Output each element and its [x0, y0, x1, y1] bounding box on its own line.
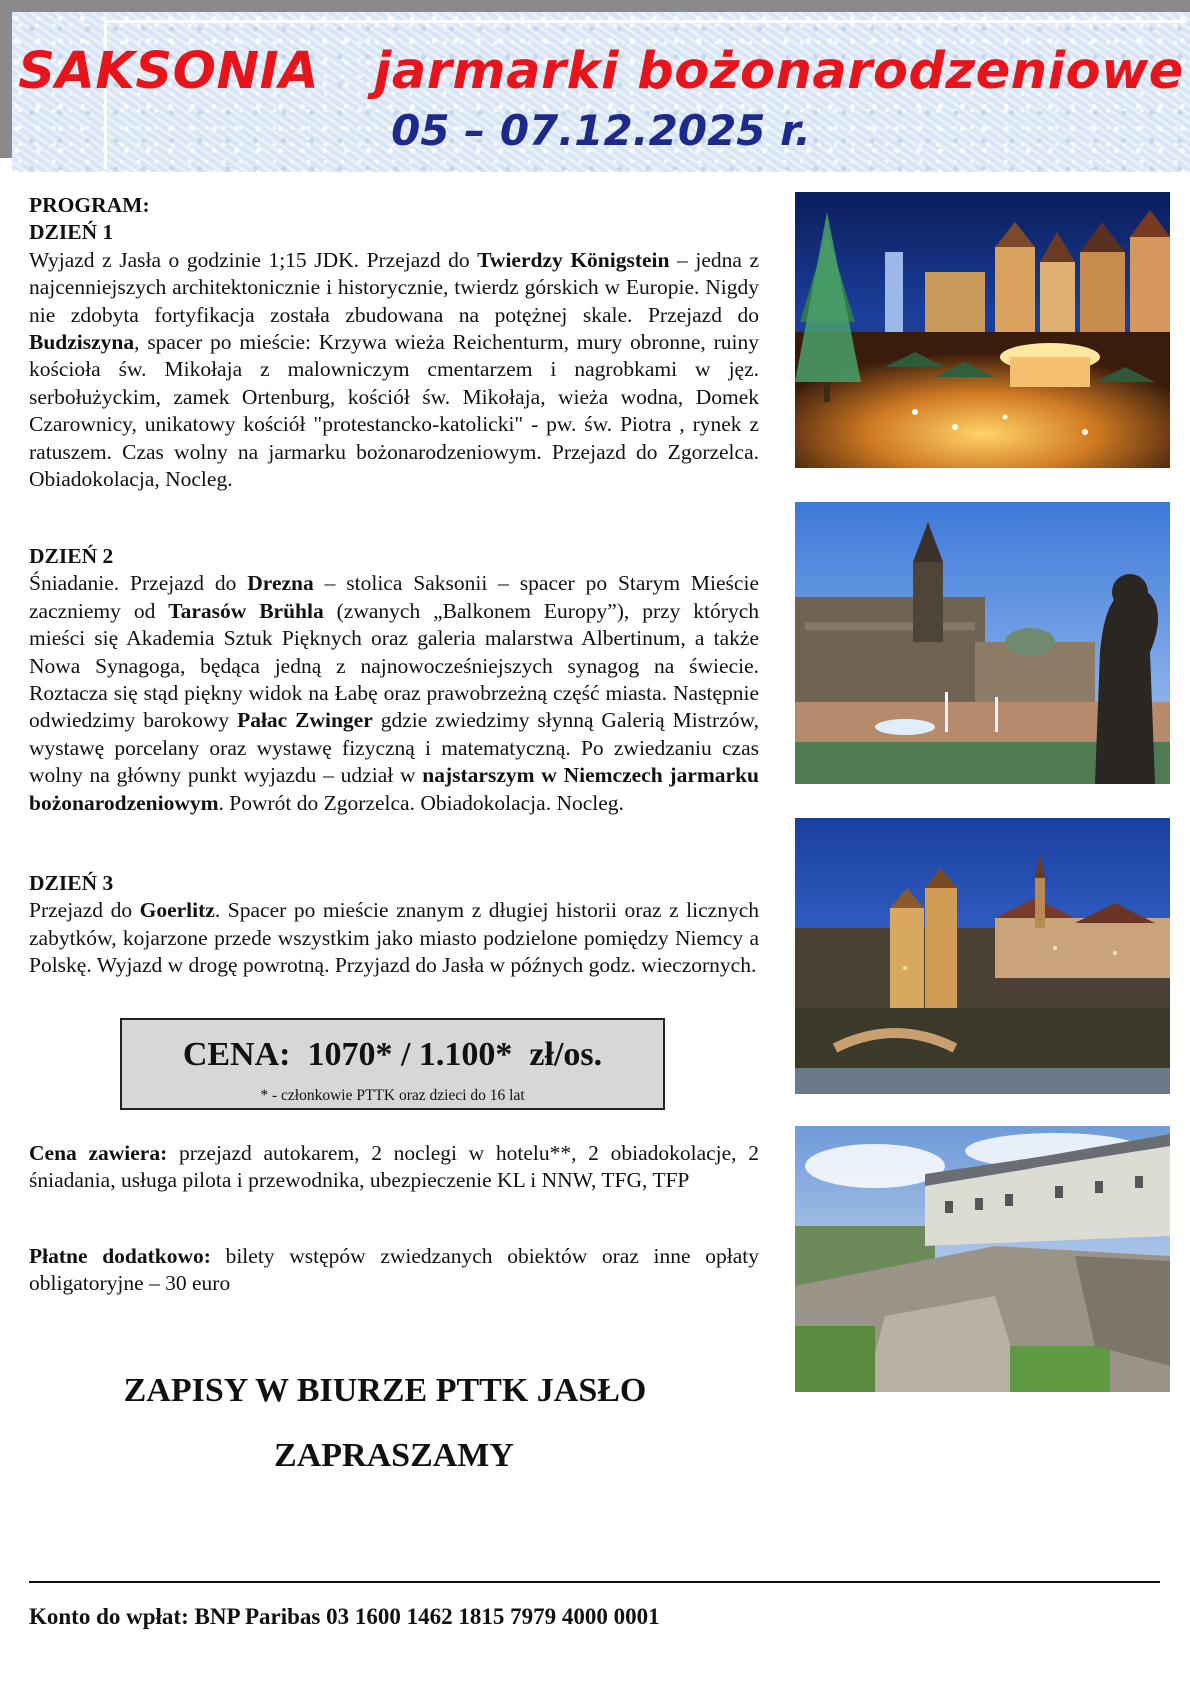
top-border-bar — [0, 0, 1190, 12]
day2-section — [29, 543, 759, 817]
price-text: CENA: 1070* / 1.100* zł/os. — [182, 1036, 603, 1073]
christmas-market-night-photo — [795, 192, 1170, 468]
day3-section — [29, 870, 759, 980]
extra-fees-text — [29, 1243, 759, 1298]
invitation: ZAPRASZAMY — [274, 1437, 514, 1474]
konigstein-fortress-photo — [795, 1126, 1170, 1392]
includes-label: Cena zawiera: — [29, 1141, 168, 1165]
day2-text-5: . Powrót do Zgorzelca. Obiadokolacja. Nocleg. — [218, 790, 624, 815]
bank-account: Konto do wpłat: BNP Paribas 03 1600 1462 1815 7979 4000 0001 — [29, 1604, 660, 1629]
extra-fees-label: Płatne dodatkowo: — [29, 1244, 211, 1268]
day1-description — [29, 247, 759, 494]
day2-bold-3: Pałac Zwinger — [237, 708, 373, 733]
trip-dates: 05 – 07.12.2025 r. — [391, 106, 811, 155]
price-note: * - członkowie PTTK oraz dzieci do 16 lat — [260, 1087, 525, 1104]
extra-fees-section — [29, 1243, 759, 1298]
includes-section — [29, 1140, 759, 1195]
day1-bold-2: Budziszyna — [29, 330, 135, 355]
includes-list: przejazd autokarem, 2 noclegi w hotelu**, 2 obiadokolacje, 2 śniadania, usługa pilota i przewodnika, ubezpieczenie KL i NNW, TFG, TFP — [29, 1141, 759, 1193]
includes-text — [29, 1140, 759, 1195]
day3-heading: DZIEŃ 3 — [29, 871, 114, 895]
extra-fees-list: bilety wstępów zwiedzanych obiektów oraz inne opłaty obligatoryjne – 30 euro — [29, 1244, 759, 1296]
footer-rule — [29, 1581, 1160, 1583]
day1-bold-1: Twierdzy Königstein — [477, 247, 670, 272]
day1-text-2: – jedna z najcenniejszych architektonicznie i historycznie, twierdz górskich w Europie. Nigdy nie zdobyta fortyfikacja została zbudowana na potężnej skale. Przejazd do — [29, 247, 759, 327]
day2-bold-4: najstarszym w Niemczech jarmarku bożonarodzeniowym — [29, 763, 759, 815]
day1-section — [29, 192, 759, 493]
day2-bold-2: Tarasów Brühla — [168, 598, 324, 623]
day3-bold-1: Goerlitz — [139, 898, 215, 923]
day2-bold-1: Drezna — [247, 571, 314, 596]
header-banner — [12, 12, 1190, 172]
page-title: SAKSONIA jarmarki bożonarodzeniowe — [18, 42, 1184, 101]
bautzen-towers-evening-photo — [795, 818, 1170, 1094]
day3-description — [29, 897, 759, 979]
signup-call: ZAPISY W BIURZE PTTK JASŁO — [123, 1372, 647, 1409]
program-label: PROGRAM: — [29, 193, 150, 217]
day3-text-1: Przejazd do — [29, 898, 140, 923]
day2-text-1: Śniadanie. Przejazd do — [29, 571, 248, 596]
day2-text-2: – stolica Saksonii – spacer po Starym Mieście zaczniemy od — [29, 571, 759, 623]
day1-text-1: Wyjazd z Jasła o godzinie 1;15 JDK. Przejazd do — [29, 247, 478, 272]
price-box — [120, 1018, 665, 1110]
left-border-bar — [0, 0, 12, 158]
day1-text-3: , spacer po mieście: Krzywa wieża Reichenturm, mury obronne, ruiny kościoła św. Mikołaja z malowniczym cmentarzem i nagrobkami w jęz. serbołużyckim, zamek Ortenburg, kościół św. Mikołaja, wieża wodna, Domek Czarownicy, unikatowy kościół "protestancko-katolicki" - pw. św. Piotra , rynek z ratuszem. Czas wolny na jarmarku bożonarodzeniowym. Przejazd do Zgorzelca. Obiadokolacja, Nocleg. — [29, 330, 759, 492]
day2-text-4: gdzie zwiedzimy słynną Galerią Mistrzów, wystawę porcelany oraz wystawę fizyczną i matematyczną. Po zwiedzaniu czas wolny na główny punkt wyjazdu – udział w — [29, 708, 759, 788]
dresden-zwinger-photo — [795, 502, 1170, 784]
day1-heading: DZIEŃ 1 — [29, 220, 114, 245]
day2-text-3: (zwanych „Balkonem Europy”), przy których mieści się Akademia Sztuk Pięknych oraz galeria malarstwa Albertinum, a także Nowa Synagoga, będąca jedną z najnowocześniejszych synagog na świecie. Roztacza się stąd piękny widok na Łabę oraz prawobrzeżną część miasta. Następnie odwiedzimy barokowy — [29, 598, 759, 733]
day3-text-2: . Spacer po mieście znanym z długiej historii oraz z licznych zabytków, kojarzone przede wszystkim jako miasto podzielone pomiędzy Niemcy a Polskę. Wyjazd w drogę powrotną. Przyjazd do Jasła w późnych godz. wieczornych. — [29, 898, 759, 978]
day2-description — [29, 570, 759, 817]
day2-heading: DZIEŃ 2 — [29, 544, 114, 568]
